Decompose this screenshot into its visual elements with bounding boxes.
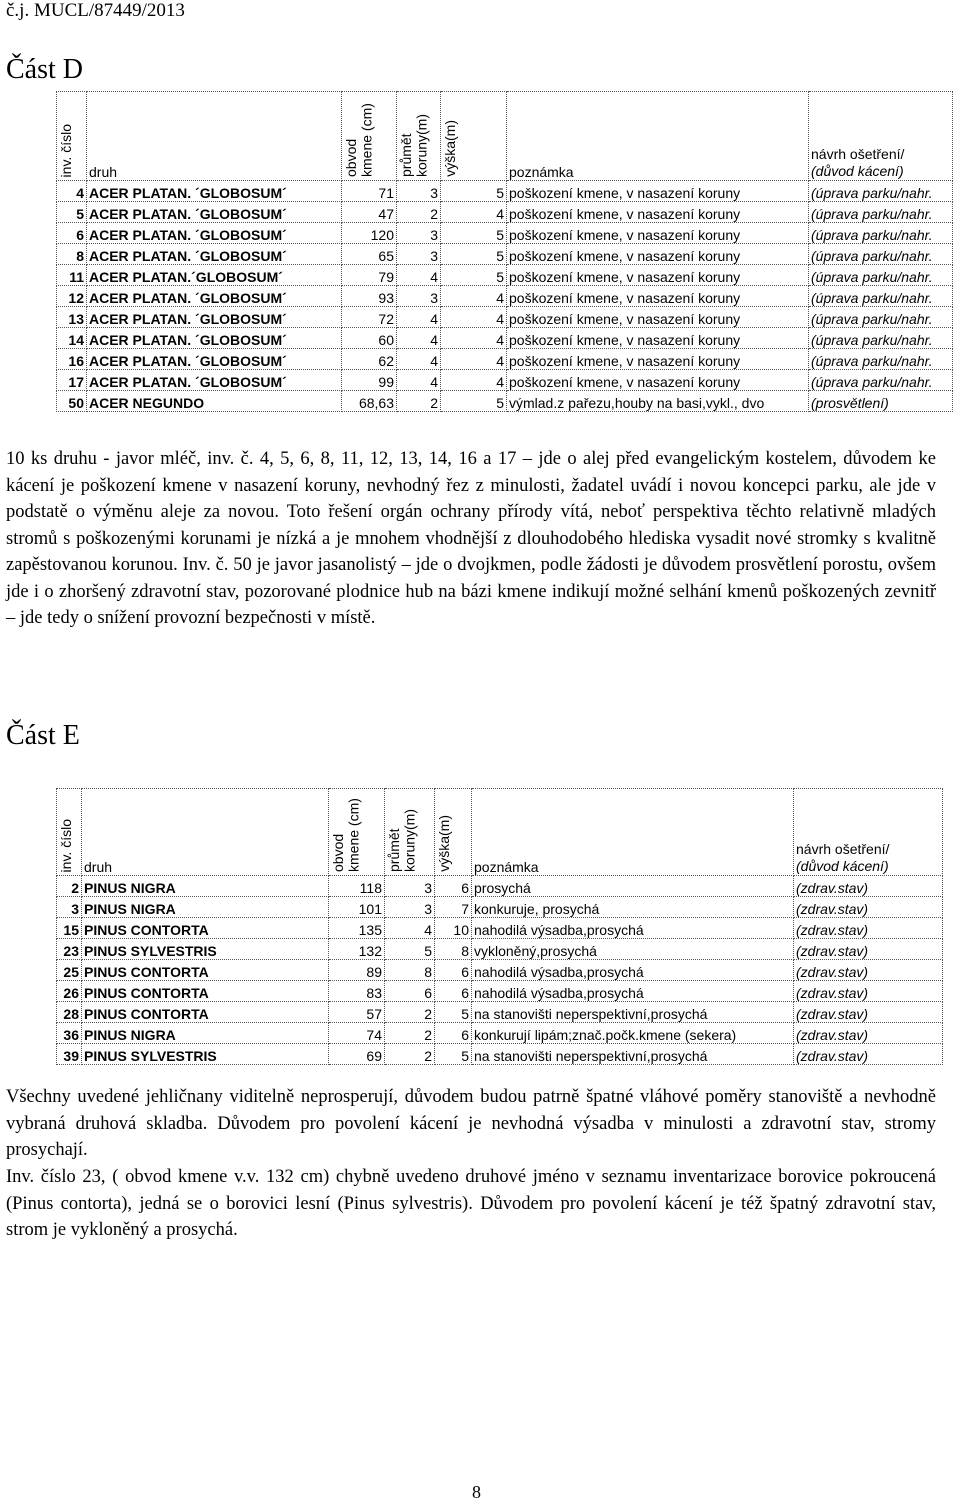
cell-inv: 6 (57, 223, 87, 244)
table-row (57, 265, 953, 286)
cell-prumet: 4 (397, 265, 441, 286)
cell-navrh: (úprava parku/nahr. (809, 286, 953, 307)
cell-druh: ACER PLATAN.´GLOBOSUM´ (87, 265, 342, 286)
col-poznamka: poznámka (507, 92, 809, 181)
table-header-row (57, 789, 943, 876)
cell-poznamka: poškození kmene, v nasazení koruny (507, 223, 809, 244)
cell-obvod: 71 (342, 181, 397, 202)
cell-prumet: 6 (385, 981, 435, 1002)
table-row (57, 349, 953, 370)
cell-inv: 36 (57, 1023, 82, 1044)
cell-inv: 50 (57, 391, 87, 412)
table-row (57, 307, 953, 328)
cell-navrh: (prosvětlení) (809, 391, 953, 412)
table-row (57, 939, 943, 960)
cell-druh: ACER PLATAN. ´GLOBOSUM´ (87, 244, 342, 265)
col-prumet: průmět koruny(m) (385, 789, 435, 876)
cell-navrh: (úprava parku/nahr. (809, 349, 953, 370)
table-row (57, 244, 953, 265)
cell-druh: PINUS NIGRA (82, 1023, 329, 1044)
cell-vyska: 4 (441, 307, 507, 328)
cell-obvod: 89 (329, 960, 385, 981)
col-obvod: obvod kmene (cm) (342, 92, 397, 181)
cell-obvod: 68,63 (342, 391, 397, 412)
cell-inv: 12 (57, 286, 87, 307)
col-navrh: návrh ošetření/ (důvod kácení) (794, 789, 943, 876)
cell-druh: ACER PLATAN. ´GLOBOSUM´ (87, 181, 342, 202)
cell-inv: 28 (57, 1002, 82, 1023)
col-druh: druh (82, 789, 329, 876)
cell-poznamka: prosychá (472, 876, 794, 897)
cell-druh: PINUS SYLVESTRIS (82, 1044, 329, 1065)
cell-obvod: 135 (329, 918, 385, 939)
cell-obvod: 72 (342, 307, 397, 328)
table-row (57, 202, 953, 223)
cell-navrh: (úprava parku/nahr. (809, 370, 953, 391)
col-druh: druh (87, 92, 342, 181)
cell-inv: 11 (57, 265, 87, 286)
cell-druh: ACER NEGUNDO (87, 391, 342, 412)
cell-poznamka: poškození kmene, v nasazení koruny (507, 202, 809, 223)
cell-navrh: (zdrav.stav) (794, 1044, 943, 1065)
cell-poznamka: poškození kmene, v nasazení koruny (507, 286, 809, 307)
cell-obvod: 60 (342, 328, 397, 349)
part-e-heading: Část E (6, 720, 80, 751)
cell-obvod: 47 (342, 202, 397, 223)
cell-prumet: 4 (397, 328, 441, 349)
col-inv: inv. číslo (57, 789, 82, 876)
cell-druh: ACER PLATAN. ´GLOBOSUM´ (87, 349, 342, 370)
page-number: 8 (472, 1482, 481, 1502)
cell-navrh: (úprava parku/nahr. (809, 328, 953, 349)
cell-navrh: (úprava parku/nahr. (809, 244, 953, 265)
cell-druh: PINUS NIGRA (82, 876, 329, 897)
cell-vyska: 5 (441, 223, 507, 244)
cell-vyska: 8 (435, 939, 472, 960)
cell-inv: 14 (57, 328, 87, 349)
cell-navrh: (zdrav.stav) (794, 960, 943, 981)
cell-navrh: (zdrav.stav) (794, 939, 943, 960)
cell-poznamka: poškození kmene, v nasazení koruny (507, 181, 809, 202)
col-prumet: průmět koruny(m) (397, 92, 441, 181)
cell-inv: 26 (57, 981, 82, 1002)
cell-navrh: (úprava parku/nahr. (809, 223, 953, 244)
cell-druh: PINUS CONTORTA (82, 918, 329, 939)
cell-prumet: 3 (397, 286, 441, 307)
cell-vyska: 6 (435, 981, 472, 1002)
cell-poznamka: poškození kmene, v nasazení koruny (507, 244, 809, 265)
cell-prumet: 2 (385, 1023, 435, 1044)
cell-prumet: 3 (397, 244, 441, 265)
part-d-heading: Část D (6, 54, 83, 85)
part-e-text-1: Všechny uvedené jehličnany viditelně neprosperují, důvodem budou patrně špatné vláhové poměry stanoviště a nevhodně vybraná druhová skladba. Důvodem pro povolení kácení je nevhodná výsadba v minulosti a zdravotní stav, stromy prosychají. (6, 1087, 936, 1160)
cell-prumet: 3 (397, 223, 441, 244)
cell-druh: PINUS SYLVESTRIS (82, 939, 329, 960)
cell-inv: 23 (57, 939, 82, 960)
cell-vyska: 4 (441, 328, 507, 349)
col-obvod: obvod kmene (cm) (329, 789, 385, 876)
table-row (57, 181, 953, 202)
cell-obvod: 83 (329, 981, 385, 1002)
cell-poznamka: konkuruje, prosychá (472, 897, 794, 918)
table-row (57, 223, 953, 244)
cell-druh: PINUS NIGRA (82, 897, 329, 918)
cell-navrh: (úprava parku/nahr. (809, 181, 953, 202)
cell-inv: 25 (57, 960, 82, 981)
cell-poznamka: poškození kmene, v nasazení koruny (507, 328, 809, 349)
cell-obvod: 62 (342, 349, 397, 370)
cell-prumet: 2 (397, 202, 441, 223)
table-row (57, 960, 943, 981)
cell-prumet: 4 (385, 918, 435, 939)
cell-navrh: (zdrav.stav) (794, 1002, 943, 1023)
cell-druh: PINUS CONTORTA (82, 1002, 329, 1023)
cell-obvod: 118 (329, 876, 385, 897)
cell-vyska: 6 (435, 960, 472, 981)
part-e-table (56, 788, 943, 1065)
col-vyska: výška(m) (435, 789, 472, 876)
cell-inv: 39 (57, 1044, 82, 1065)
cell-vyska: 5 (441, 181, 507, 202)
table-row (57, 1044, 943, 1065)
cell-prumet: 3 (397, 181, 441, 202)
cell-inv: 8 (57, 244, 87, 265)
col-navrh: návrh ošetření/ (důvod kácení) (809, 92, 953, 181)
table-row (57, 1023, 943, 1044)
cell-vyska: 6 (435, 1023, 472, 1044)
cell-vyska: 4 (441, 202, 507, 223)
cell-poznamka: výmlad.z pařezu,houby na basi,vykl., dvo (507, 391, 809, 412)
cell-druh: ACER PLATAN. ´GLOBOSUM´ (87, 202, 342, 223)
cell-poznamka: konkurují lipám;znač.počk.kmene (sekera) (472, 1023, 794, 1044)
cell-poznamka: nahodilá výsadba,prosychá (472, 918, 794, 939)
cell-prumet: 2 (397, 391, 441, 412)
cell-navrh: (zdrav.stav) (794, 897, 943, 918)
table-row (57, 918, 943, 939)
cell-poznamka: poškození kmene, v nasazení koruny (507, 307, 809, 328)
cell-prumet: 3 (385, 876, 435, 897)
cell-vyska: 4 (441, 286, 507, 307)
table-row (57, 876, 943, 897)
cell-druh: ACER PLATAN. ´GLOBOSUM´ (87, 307, 342, 328)
cell-navrh: (zdrav.stav) (794, 918, 943, 939)
cell-inv: 2 (57, 876, 82, 897)
cell-vyska: 6 (435, 876, 472, 897)
cell-navrh: (zdrav.stav) (794, 981, 943, 1002)
cell-prumet: 4 (397, 307, 441, 328)
table-row (57, 981, 943, 1002)
cell-obvod: 65 (342, 244, 397, 265)
cell-inv: 16 (57, 349, 87, 370)
cell-vyska: 4 (441, 349, 507, 370)
part-d-table (56, 91, 953, 412)
col-vyska: výška(m) (441, 92, 507, 181)
cell-navrh: (zdrav.stav) (794, 876, 943, 897)
cell-obvod: 99 (342, 370, 397, 391)
cell-obvod: 57 (329, 1002, 385, 1023)
table-header-row (57, 92, 953, 181)
cell-druh: ACER PLATAN. ´GLOBOSUM´ (87, 370, 342, 391)
cell-vyska: 5 (441, 391, 507, 412)
cell-inv: 3 (57, 897, 82, 918)
cell-obvod: 101 (329, 897, 385, 918)
cell-prumet: 4 (397, 370, 441, 391)
cell-obvod: 79 (342, 265, 397, 286)
table-row (57, 391, 953, 412)
cell-prumet: 2 (385, 1002, 435, 1023)
cell-inv: 17 (57, 370, 87, 391)
cell-navrh: (úprava parku/nahr. (809, 265, 953, 286)
cell-poznamka: nahodilá výsadba,prosychá (472, 960, 794, 981)
table-row (57, 286, 953, 307)
cell-vyska: 7 (435, 897, 472, 918)
cell-poznamka: vykloněný,prosychá (472, 939, 794, 960)
cell-inv: 13 (57, 307, 87, 328)
cell-vyska: 5 (435, 1002, 472, 1023)
cell-inv: 15 (57, 918, 82, 939)
cell-poznamka: poškození kmene, v nasazení koruny (507, 349, 809, 370)
cell-prumet: 3 (385, 897, 435, 918)
cell-druh: ACER PLATAN. ´GLOBOSUM´ (87, 328, 342, 349)
cell-obvod: 93 (342, 286, 397, 307)
cell-obvod: 69 (329, 1044, 385, 1065)
cell-poznamka: nahodilá výsadba,prosychá (472, 981, 794, 1002)
cell-navrh: (úprava parku/nahr. (809, 202, 953, 223)
cell-druh: ACER PLATAN. ´GLOBOSUM´ (87, 223, 342, 244)
cell-poznamka: poškození kmene, v nasazení koruny (507, 370, 809, 391)
cell-vyska: 5 (441, 265, 507, 286)
cell-prumet: 4 (397, 349, 441, 370)
cell-prumet: 8 (385, 960, 435, 981)
cell-obvod: 120 (342, 223, 397, 244)
cell-navrh: (úprava parku/nahr. (809, 307, 953, 328)
table-row (57, 328, 953, 349)
part-e-text-2: Inv. číslo 23, ( obvod kmene v.v. 132 cm) chybně uvedeno druhové jméno v seznamu inventarizace borovice pokroucená (Pinus contorta), jedná se o borovici lesní (Pinus sylvestris). Důvodem pro povolení kácení je též špatný zdravotní stav, strom je vykloněný a prosychá. (6, 1167, 936, 1240)
cell-vyska: 10 (435, 918, 472, 939)
table-row (57, 1002, 943, 1023)
table-row (57, 897, 943, 918)
cell-poznamka: na stanovišti neperspektivní,prosychá (472, 1044, 794, 1065)
cell-obvod: 74 (329, 1023, 385, 1044)
cell-poznamka: na stanovišti neperspektivní,prosychá (472, 1002, 794, 1023)
cell-prumet: 2 (385, 1044, 435, 1065)
cell-obvod: 132 (329, 939, 385, 960)
col-inv: inv. číslo (57, 92, 87, 181)
cell-druh: ACER PLATAN. ´GLOBOSUM´ (87, 286, 342, 307)
cell-druh: PINUS CONTORTA (82, 981, 329, 1002)
cell-vyska: 5 (441, 244, 507, 265)
table-row (57, 370, 953, 391)
cell-inv: 5 (57, 202, 87, 223)
cell-vyska: 4 (441, 370, 507, 391)
cell-poznamka: poškození kmene, v nasazení koruny (507, 265, 809, 286)
part-d-text: 10 ks druhu - javor mléč, inv. č. 4, 5, 6, 8, 11, 12, 13, 14, 16 a 17 – jde o alej před evangelickým kostelem, důvodem ke kácení je poškození kmene v nasazení koruny, nevhodný řez z minulosti, žadatel uvádí i novou koncepci parku, ale jde v podstatě o výměnu aleje za novou. Toto řešení orgán ochrany přírody vítá, neboť perspektiva těchto relativně mladých stromů s poškozenými korunami je nízká a je mnohem vhodnější z dlouhodobého hlediska vysadit nové stromky s kvalitně zapěstovanou korunou. Inv. č. 50 je javor jasanolistý – jde o dvojkmen, podle žádosti je důvodem prosvětlení porostu, ovšem jde i o zhoršený zdravotní stav, pozorované plodnice hub na bázi kmene indikují možné selhání kmenů poškozených zevnitř – jde tedy o snížení provozní bezpečnosti v místě. (6, 449, 936, 628)
cell-inv: 4 (57, 181, 87, 202)
col-poznamka: poznámka (472, 789, 794, 876)
document-reference: č.j. MUCL/87449/2013 (6, 0, 185, 21)
cell-prumet: 5 (385, 939, 435, 960)
cell-vyska: 5 (435, 1044, 472, 1065)
cell-navrh: (zdrav.stav) (794, 1023, 943, 1044)
cell-druh: PINUS CONTORTA (82, 960, 329, 981)
